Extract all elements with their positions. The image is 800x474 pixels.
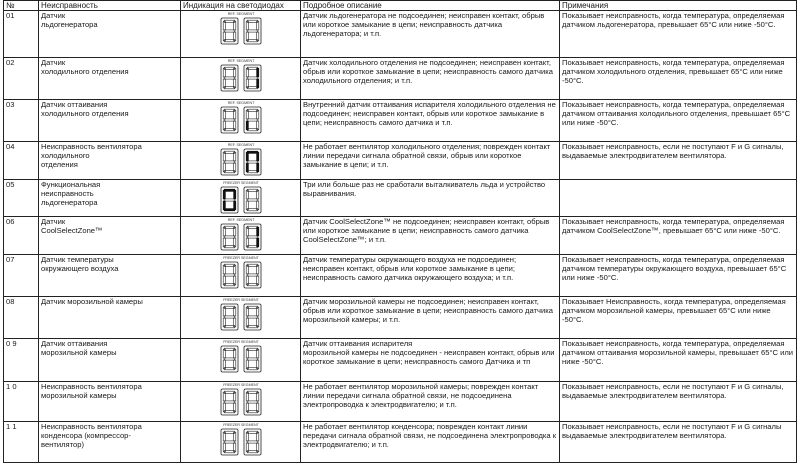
segment-g <box>247 161 258 163</box>
segment-d <box>247 40 258 42</box>
fault-note: Показывает Неисправность, когда температура, определяемая датчиком морозильной камеры, превышает 65°C или ниже -50°C. <box>560 297 797 339</box>
segment-d <box>247 246 258 248</box>
segment-g <box>224 77 235 79</box>
segment-d <box>247 368 258 370</box>
header-number: № <box>4 1 39 11</box>
display-segment-label: FREEZER SEGMENT <box>222 298 259 302</box>
segment-a <box>224 391 235 393</box>
segment-d <box>247 451 258 453</box>
segment-g <box>224 199 235 201</box>
row-number: 08 <box>4 297 39 339</box>
fault-note: Показывает неисправность, когда температура, определяемая датчиком температуры окружающего воздуха, превышает 65°C или ниже -50°C. <box>560 255 797 297</box>
row-number: 04 <box>4 142 39 180</box>
digit-frame <box>244 187 261 213</box>
fault-note <box>560 180 797 217</box>
digit-frame <box>221 429 238 455</box>
fault-note: Показывает неисправность, когда температура, определяемая датчиком CoolSelectZone™, превышает 65°C или ниже -50°C. <box>560 217 797 255</box>
segment-a <box>247 226 258 228</box>
seven-segment-display <box>211 217 271 253</box>
segment-a <box>224 189 235 191</box>
fault-description: Датчик морозильной камеры не подсоединен; неисправен контакт, обрыв или короткое замыкание в цепи; неисправность самого датчика морозильной камеры; и т.п. <box>301 297 560 339</box>
table-row <box>4 297 797 339</box>
segment-d <box>224 284 235 286</box>
segment-d <box>247 171 258 173</box>
digit-frame <box>244 389 261 415</box>
digit-frame <box>221 346 238 372</box>
segment-g <box>224 358 235 360</box>
segment-a <box>247 109 258 111</box>
segment-g <box>247 30 258 32</box>
digit-frame <box>221 65 238 91</box>
digit-frame <box>221 149 238 175</box>
digit-frame <box>221 262 238 288</box>
segment-a <box>247 431 258 433</box>
display-segment-label: FREEZER SEGMENT <box>222 256 259 260</box>
fault-name: Неисправность вентилятора конденсора (компрессор- вентилятор) <box>39 422 181 463</box>
fault-description: Не работает вентилятор конденсора; поврежден контакт линии передачи сигнала обратной связи, не подсоединена электропроводка к электродвигателю; и т.п. <box>301 422 560 463</box>
fault-note: Показывает неисправность, когда температура, определяемая датчиком холодильного отделения, превышает 65°C или ниже -50°C. <box>560 58 797 100</box>
digit-frame <box>244 18 261 44</box>
table-row <box>4 142 797 180</box>
segment-g <box>247 119 258 121</box>
fault-note: Показывает неисправность, когда температура, определяемая датчиком оттаивания холодильного отделения, превышает 65°C или ниже -50°C. <box>560 100 797 142</box>
row-number: 06 <box>4 217 39 255</box>
segment-g <box>224 401 235 403</box>
segment-d <box>247 87 258 89</box>
segment-a <box>247 264 258 266</box>
segment-e <box>246 121 248 130</box>
segment-d <box>224 209 235 211</box>
segment-c <box>256 163 258 172</box>
display-segment-label: FREEZER SEGMENT <box>222 423 259 427</box>
table-row <box>4 217 797 255</box>
seven-segment-display <box>211 11 271 47</box>
segment-a <box>224 306 235 308</box>
fault-note: Показывает неисправность, когда температура, определяемая датчиком оттаивания морозильной камеры, превышает 65°C или ниже -50°C. <box>560 339 797 382</box>
digit-frame <box>221 224 238 250</box>
segment-f <box>223 190 225 199</box>
segment-a <box>247 348 258 350</box>
table-row <box>4 382 797 422</box>
fault-description: Датчик оттаивания испарителя морозильной камеры не подсоединен - неисправен контакт, обрыв или короткое замыкание в цепи; неисправность самого Датчика и тп <box>301 339 560 382</box>
fault-name: Датчик морозильной камеры <box>39 297 181 339</box>
segment-g <box>224 30 235 32</box>
segment-d <box>224 171 235 173</box>
segment-a <box>247 306 258 308</box>
segment-d <box>247 209 258 211</box>
header-notes: Примечания <box>560 1 797 11</box>
fault-note: Показывает неисправность, если не поступают F и G сигналы, выдаваемые электродвигателем вентилятора. <box>560 142 797 180</box>
table-header-row <box>4 1 797 11</box>
fault-note: Показывает неисправность, когда температура, определяемая датчиком льдогенератора, превышает 65°C или ниже -50°C. <box>560 11 797 58</box>
segment-g <box>224 441 235 443</box>
segment-c <box>233 201 235 210</box>
segment-b <box>233 190 235 199</box>
led-indication-cell <box>181 382 301 422</box>
fault-name: Датчик CoolSelectZone™ <box>39 217 181 255</box>
seven-segment-display <box>211 100 271 136</box>
led-indication-cell <box>181 142 301 180</box>
row-number: 05 <box>4 180 39 217</box>
fault-name: Датчик температуры окружающего воздуха <box>39 255 181 297</box>
segment-g <box>224 161 235 163</box>
segment-g <box>247 199 258 201</box>
row-number: 1 1 <box>4 422 39 463</box>
digit-frame <box>221 304 238 330</box>
segment-g <box>224 119 235 121</box>
segment-d <box>224 87 235 89</box>
seven-segment-display <box>211 382 271 418</box>
segment-g <box>247 441 258 443</box>
table-row <box>4 339 797 382</box>
led-indication-cell <box>181 217 301 255</box>
segment-d <box>224 129 235 131</box>
display-segment-label: FREEZER SEGMENT <box>222 340 259 344</box>
fault-description: Датчик CoolSelectZone™ не подсоединен; неисправен контакт, обрыв или короткое замыкание в цепи; неисправность самого датчика CoolSelectZone™; и т.п. <box>301 217 560 255</box>
seven-segment-display <box>211 142 271 178</box>
fault-name: Датчик холодильного отделения <box>39 58 181 100</box>
row-number: 03 <box>4 100 39 142</box>
fault-description: Датчик температуры окружающего воздуха не подсоединен; неисправен контакт, обрыв или короткое замыкание в цепи; неисправность самого датчика окружающего воздуха; и т.п. <box>301 255 560 297</box>
header-fault: Неисправность <box>39 1 181 11</box>
led-indication-cell <box>181 100 301 142</box>
seven-segment-display <box>211 297 271 333</box>
segment-c <box>256 238 258 247</box>
display-segment-label: REF. SEGMENT <box>227 218 254 222</box>
segment-a <box>224 109 235 111</box>
segment-g <box>224 316 235 318</box>
segment-d <box>247 326 258 328</box>
header-led-indication: Индикация на светодиодах <box>181 1 301 11</box>
display-segment-label: FREEZER SEGMENT <box>222 383 259 387</box>
fault-code-table <box>3 0 797 463</box>
segment-c <box>256 79 258 88</box>
display-segment-label: REF. SEGMENT <box>227 143 254 147</box>
fault-description: Датчик льдогенератора не подсоединен; неисправен контакт, обрыв или короткое замыкание в цепи; неисправность датчика льдогенератора; и т.п. <box>301 11 560 58</box>
display-segment-label: FREEZER SEGMENT <box>222 181 259 185</box>
segment-a <box>247 67 258 69</box>
display-segment-label: REF. SEGMENT <box>227 12 254 16</box>
segment-a <box>224 226 235 228</box>
led-indication-cell <box>181 11 301 58</box>
led-indication-cell <box>181 339 301 382</box>
segment-d <box>224 246 235 248</box>
segment-g <box>247 358 258 360</box>
segment-d <box>224 368 235 370</box>
fault-name: Датчик оттаивания холодильного отделения <box>39 100 181 142</box>
segment-b <box>256 227 258 236</box>
segment-g <box>247 77 258 79</box>
digit-frame <box>244 262 261 288</box>
segment-b <box>256 68 258 77</box>
segment-a <box>224 151 235 153</box>
digit-frame <box>221 18 238 44</box>
row-number: 1 0 <box>4 382 39 422</box>
seven-segment-display <box>211 339 271 375</box>
segment-d <box>224 451 235 453</box>
digit-frame <box>244 304 261 330</box>
seven-segment-display <box>211 58 271 94</box>
header-description: Подробное описание <box>301 1 560 11</box>
digit-frame <box>221 389 238 415</box>
segment-a <box>224 348 235 350</box>
led-indication-cell <box>181 180 301 217</box>
segment-g <box>247 274 258 276</box>
segment-a <box>247 189 258 191</box>
segment-d <box>247 411 258 413</box>
fault-note: Показывает неисправность, если не поступают F и G сигналы, выдаваемые электродвигателем вентилятора. <box>560 382 797 422</box>
table-row <box>4 180 797 217</box>
row-number: 02 <box>4 58 39 100</box>
table-row <box>4 100 797 142</box>
seven-segment-display <box>211 422 271 458</box>
segment-b <box>256 152 258 161</box>
fault-note: Показывает неисправность, если не поступают F и G сигналы выдаваемые электродвигателем вентилятора. <box>560 422 797 463</box>
led-indication-cell <box>181 297 301 339</box>
fault-name: Датчик льдогенератора <box>39 11 181 58</box>
segment-f <box>246 152 248 161</box>
segment-g <box>224 274 235 276</box>
segment-e <box>246 163 248 172</box>
row-number: 01 <box>4 11 39 58</box>
digit-frame <box>221 107 238 133</box>
segment-g <box>247 401 258 403</box>
row-number: 0 9 <box>4 339 39 382</box>
segment-a <box>247 151 258 153</box>
table-row <box>4 255 797 297</box>
table-row <box>4 11 797 58</box>
segment-d <box>224 40 235 42</box>
fault-name: Неисправность вентилятора холодильного отделения <box>39 142 181 180</box>
table-row <box>4 58 797 100</box>
fault-description: Датчик холодильного отделения не подсоединен; неисправен контакт, обрыв или короткое замыкание в цепи; неисправность самого датчика холодильного отделения; и т.п. <box>301 58 560 100</box>
segment-a <box>224 264 235 266</box>
segment-g <box>224 236 235 238</box>
row-number: 07 <box>4 255 39 297</box>
display-segment-label: REF. SEGMENT <box>227 59 254 63</box>
segment-a <box>247 20 258 22</box>
digit-frame <box>244 429 261 455</box>
digit-frame <box>244 346 261 372</box>
segment-d <box>224 411 235 413</box>
segment-d <box>247 129 258 131</box>
segment-d <box>224 326 235 328</box>
fault-name: Неисправность вентилятора морозильной камеры <box>39 382 181 422</box>
fault-description: Внутренний датчик оттаивания испарителя холодильного отделения не подсоединен; неисправен контакт, обрыв или короткое замыкание в цепи; неисправность самого датчика и т.п. <box>301 100 560 142</box>
segment-a <box>224 67 235 69</box>
table-row <box>4 422 797 463</box>
segment-a <box>247 391 258 393</box>
fault-name: Датчик оттаивания морозильной камеры <box>39 339 181 382</box>
fault-description: Не работает вентилятор холодильного отделения; поврежден контакт линии передачи сигнала обратной связи, обрыв или короткое замыкание в цепи; и т.п. <box>301 142 560 180</box>
segment-a <box>224 431 235 433</box>
seven-segment-display <box>211 180 271 216</box>
fault-description: Не работает вентилятор морозильной камеры; поврежден контакт линии передачи сигнала обратной связи, не подсоединена электропроводка к электродвигателю; и т.п. <box>301 382 560 422</box>
segment-a <box>224 20 235 22</box>
led-indication-cell <box>181 422 301 463</box>
seven-segment-display <box>211 255 271 291</box>
segment-d <box>247 284 258 286</box>
fault-name: Функциональная неисправность льдогенератора <box>39 180 181 217</box>
segment-e <box>223 201 225 210</box>
display-segment-label: REF. SEGMENT <box>227 101 254 105</box>
fault-description: Три или больше раз не сработали выталкиватель льда и устройство выравнивания. <box>301 180 560 217</box>
led-indication-cell <box>181 58 301 100</box>
segment-g <box>247 316 258 318</box>
segment-g <box>247 236 258 238</box>
led-indication-cell <box>181 255 301 297</box>
